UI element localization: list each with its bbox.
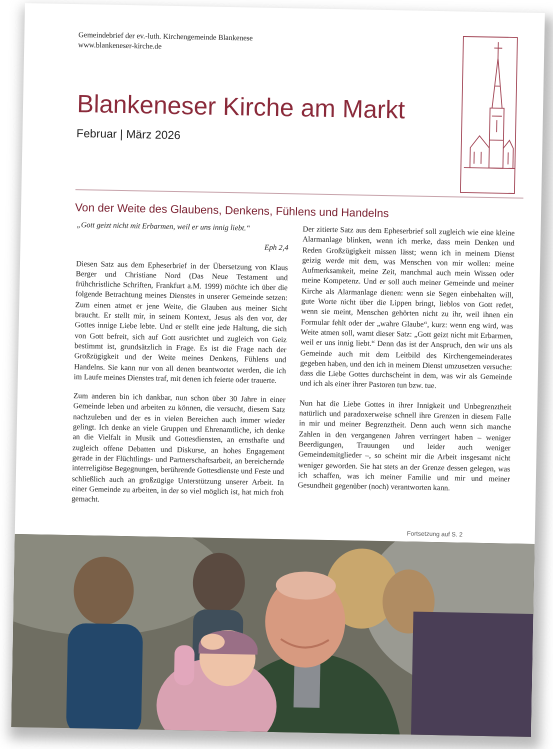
article-paragraph: Diesen Satz aus dem Epheserbrief in der Übersetzung von Klaus Berger und Christiane Nord (Das Neue Testament und frühchristliche Schriften, Frankfurt a.M. 1999) möchte ich über die folgende Betrachtung meines Dienstes in unserer Gemeinde setzen: Zum einen atmet er jene Weite, die Glauben aus meiner Sicht braucht. Er stellt mir, in seinem Kontext, Jesus als den vor, der Gottes innige Liebe lebte. Und er stellt eine jede Haltung, die sich von Gott befreit, sich auf Gott ausrichtet und zugleich von Geiz bestimmt ist, grundsätzlich in Frage. Es ist die Frage nach der Großzügigkeit und der Weite meines Denkens, Fühlens und Handelns. Sie kann nur von all denen beantwortet werden, die ich im Laufe meines Dienstes traf, mit denen ich feierte oder trauerte. <box>74 259 288 387</box>
photo-man-with-toddler-icon <box>11 534 535 737</box>
article-column-right <box>298 224 515 503</box>
title-rule <box>75 189 523 199</box>
church-logo-icon <box>459 35 518 194</box>
masthead-website: www.blankeneser-kirche.de <box>78 40 253 53</box>
issue-date: Februar | März 2026 <box>76 128 180 142</box>
cover-photo <box>11 534 535 737</box>
article-paragraph: Der zitierte Satz aus dem Epheserbrief soll zugleich wie eine kleine Alarmanlage blinken, wenn ich merke, dass mein Denken und Reden Großzügigkeit missen lässt; wenn ich in meinem Dienst geizig werde mit dem, was Menschen von mir wollen: meine Aufmerksamkeit, meine Zeit, manchmal auch mein Wissen oder meine Kompetenz. Und er soll auch meiner Gemeinde und meiner Kirche als Alarmanlage dienen: wenn sie Segen einbehalten will, gute Worte nicht über die Lippen bringt, lieblos von Gott redet, wenn sie meint, Menschen gehörten nicht zu ihr, weil ihnen ein Formular fehlt oder der „wahre Glaube“, kurz: wenn eng wird, was Weite atmen soll, wamt dieser Satz: „Gott geizt nicht mit Erbarmen, weil er uns innig liebt.“ Denn das ist der Anspruch, den wir uns als Gemeinde auch mit dem Leitbild des Kirchengemeinderates gegeben haben, und den ich in meinem Dienst umzusetzen versuche: dass die Liebe Gottes durchscheint in dem, was wir als Gemeinde und ich als einer ihrer Pastoren tun bzw. tue. <box>300 224 515 393</box>
masthead <box>78 30 253 53</box>
newsletter-page <box>11 3 545 737</box>
article-headline: Von der Weite des Glaubens, Denkens, Fühlens und Handelns <box>75 202 389 220</box>
bible-quote: „Gott geizt nicht mit Erbarmen, weil er uns innig liebt.“ <box>77 220 289 234</box>
article-paragraph: Zum anderen bin ich dankbar, nun schon über 30 Jahre in einer Gemeinde leben und arbeiten zu können, die versucht, diesem Satz nachzuleben und der es in vielen Bereichen auch immer wieder gelingt. Ich denke an viele Gruppen und Ehrenamtliche, ich denke an die Vielfalt in Musik und Gottesdiensten, an ernsthafte und zugleich offene Debatten und Diskurse, an hohes Engagement gerade in der Flüchtlings- und Partnerschaftsarbeit, an bereichernde interreligiöse Begegnungen, berührende Gottesdienste und Feste und schließlich auch an großzügige Unterstützung unserer Arbeit. In einer Gemeinde zu arbeiten, in der so viel möglich ist, hat mich froh gemacht. <box>71 391 285 508</box>
continued-note: Fortsetzung auf S. 2 <box>407 531 463 539</box>
article-paragraph: Nun hat die Liebe Gottes in ihrer Innigkeit und Unbegrenztheit natürlich und paradoxerweise schnell ihre Grenzen in diesem Falle in mir und meiner Begrenztheit. Denn auch wenn sich manche Zahlen in den vergangenen Jahren verringert haben – weniger Beerdigungen, Trauungen und leider auch weniger Gemeindemitglieder –, so scheint mir die Arbeit insgesamt nicht weniger geworden. Sie hat stets an der Grenze dessen gelegen, was ich schaffen, was ich meiner Familie und mir und meiner Gesundheit gegenüber (noch) verantworten kann. <box>298 398 512 495</box>
bible-quote-reference: Eph 2,4 <box>76 239 288 253</box>
newsletter-title: Blankeneser Kirche am Markt <box>77 90 405 125</box>
article-column-left <box>71 220 289 517</box>
masthead-line-1: Gemeindebrief der ev.-luth. Kirchengemeinde Blankenese <box>78 30 253 43</box>
